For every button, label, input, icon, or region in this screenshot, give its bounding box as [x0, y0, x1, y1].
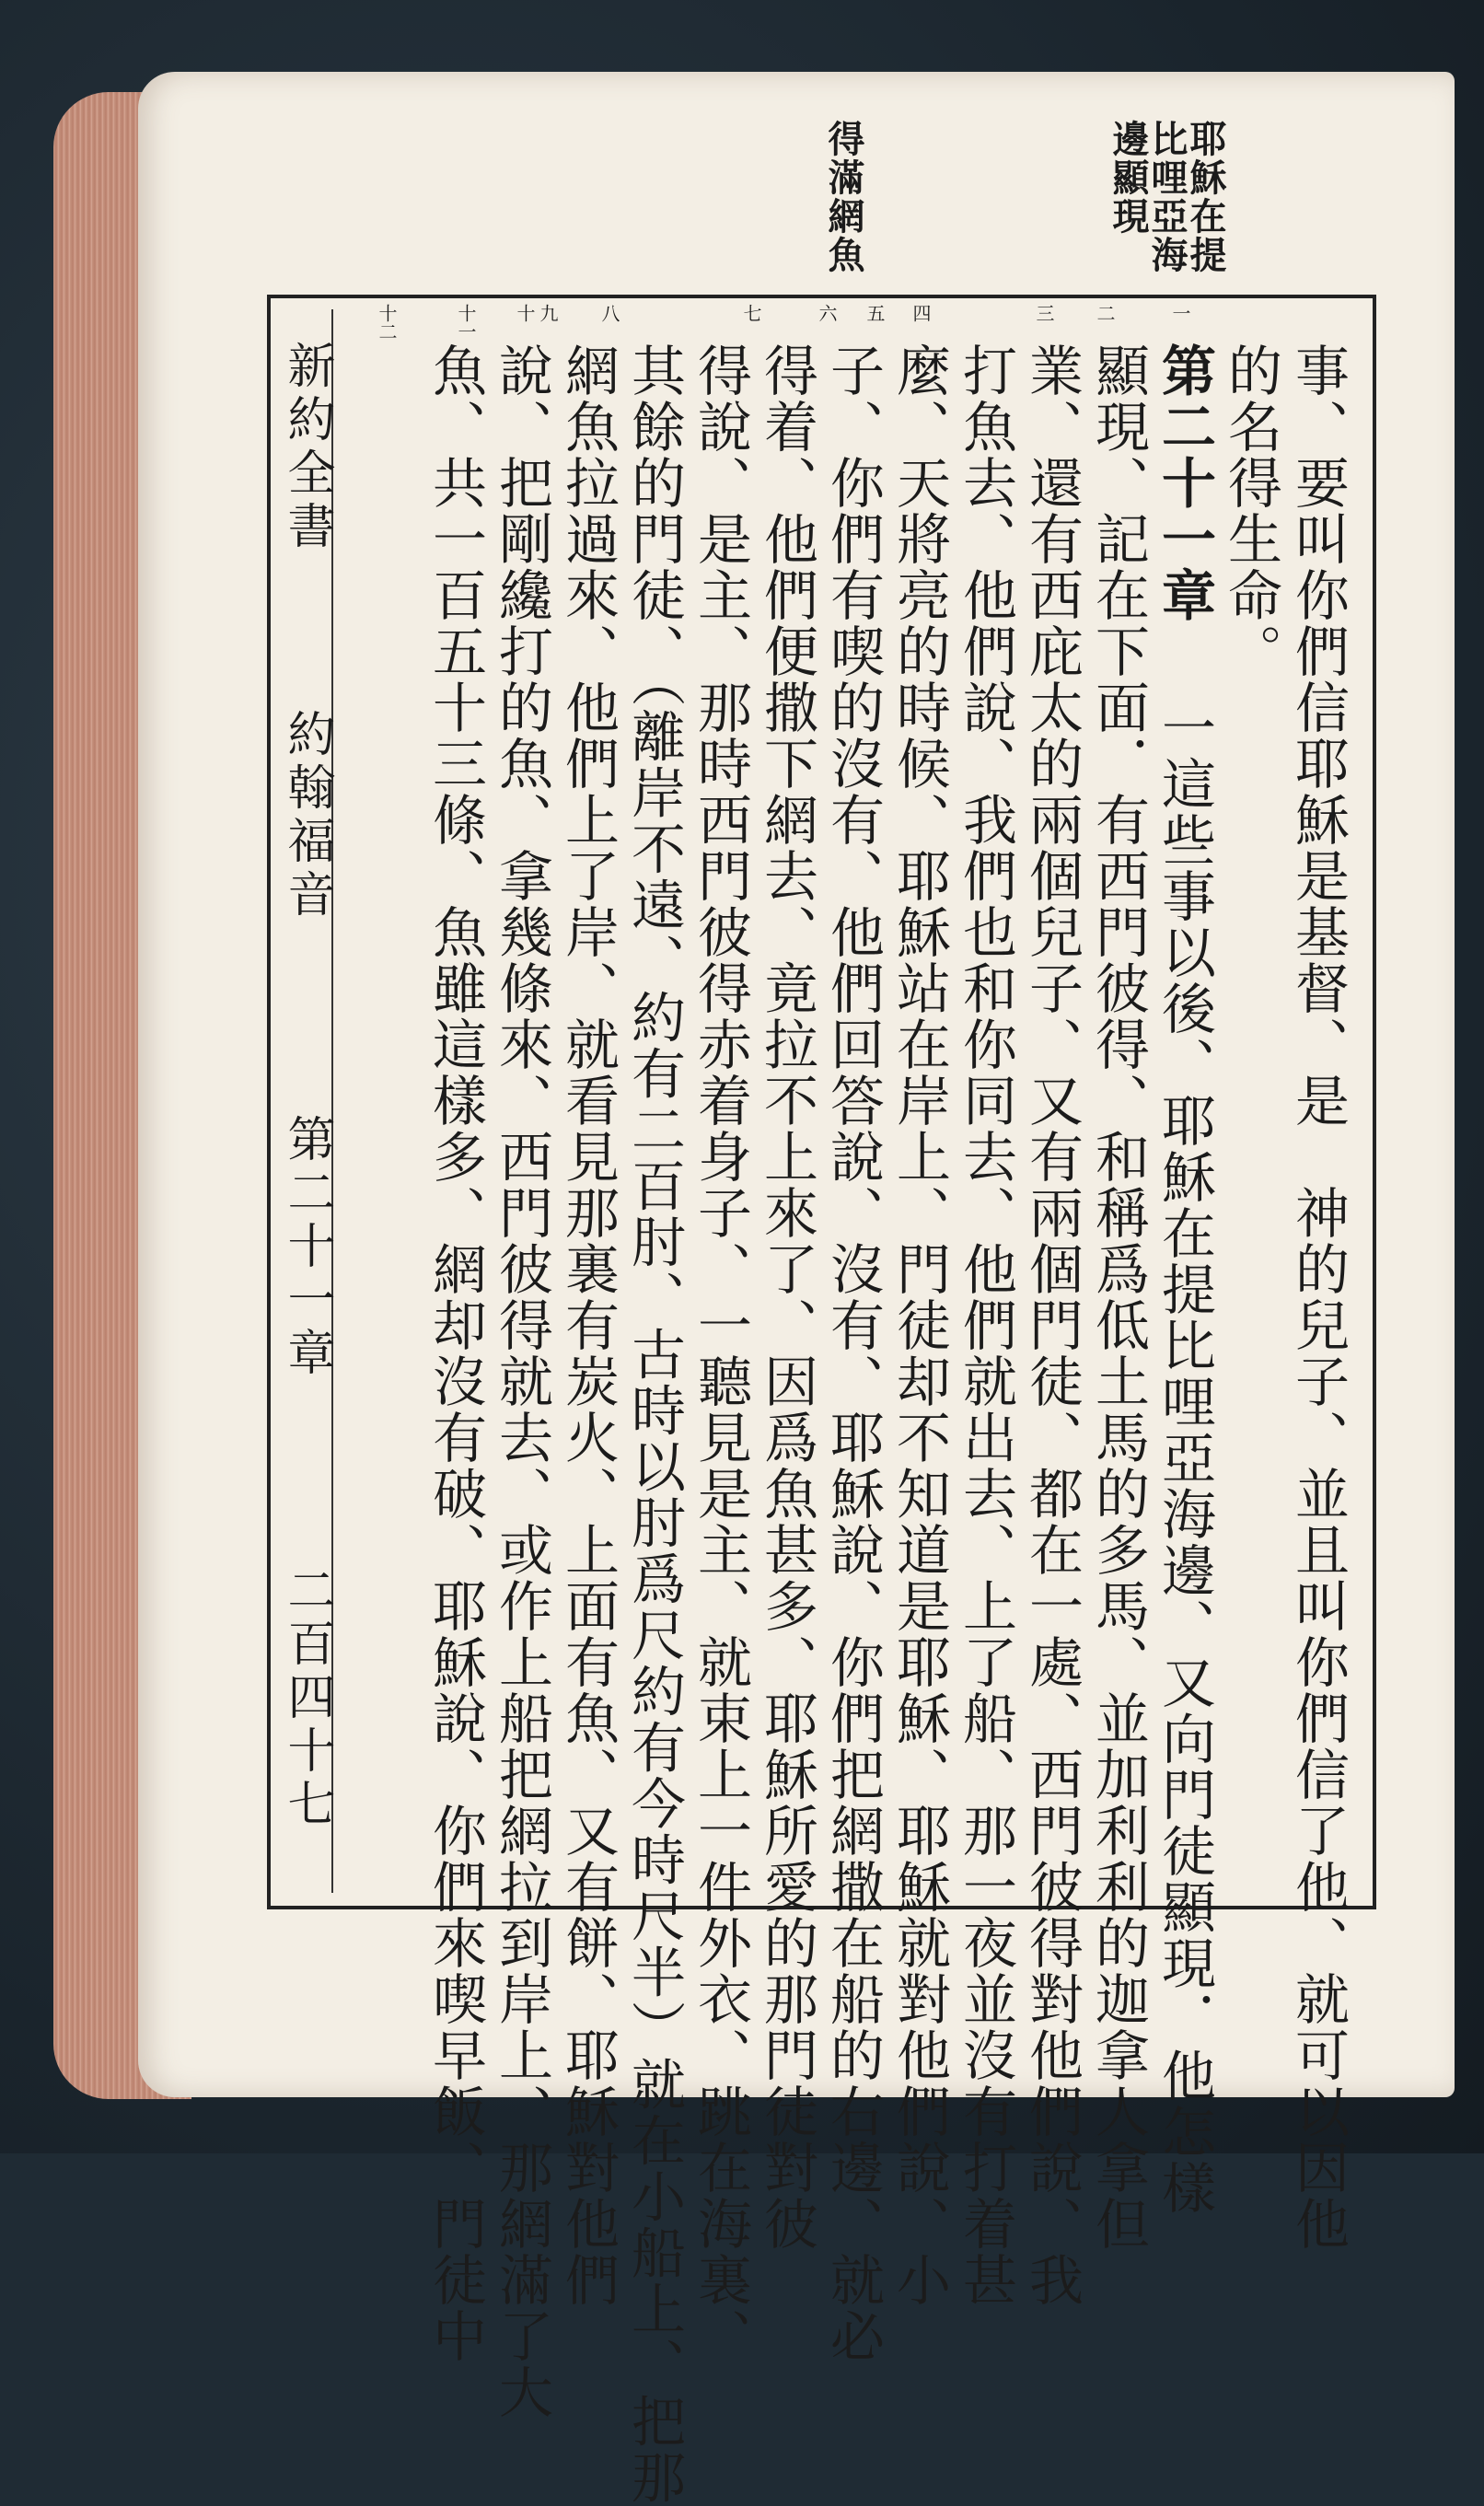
text-column: 說、把剛纔打的魚、拿幾條來、西門彼得就去、或作上船把網拉到岸上、那網滿了大	[490, 342, 553, 2420]
text-column: 子、你們有喫的沒有、他們回答說、沒有、耶穌說、你們把網撒在船的右邊、就必	[821, 342, 885, 2364]
verse-marker: 五	[864, 304, 886, 322]
margin-note-net-of-fish: 得滿網魚	[822, 120, 865, 274]
verse-marker: 十一	[455, 304, 477, 341]
text-column: 的名得生命。	[1219, 342, 1282, 679]
text-column: 魚、共一百五十三條、魚雖這樣多、網却沒有破、耶穌說、你們來喫早飯、門徒中	[423, 342, 487, 2364]
book-title: 新約全書	[279, 341, 334, 554]
verse-marker: 十	[514, 304, 536, 322]
page-number: 二百四十七	[279, 1565, 334, 1832]
verse-marker: 四	[910, 304, 932, 322]
verse-marker: 一	[1169, 304, 1191, 322]
margin-note-appearance: 耶穌在提比哩亞海邊顯現	[1107, 120, 1227, 274]
text-column: 得着、他們便撒下網去、竟拉不上來了、因爲魚甚多、耶穌所愛的那門徒對彼	[755, 342, 818, 2252]
verse-marker: 八	[598, 304, 620, 322]
text-column: 業、還有西庇太的兩個兒子、又有兩個門徒、都在一處、西門彼得對他們說、我	[1020, 342, 1084, 2308]
text-column: 麼、天將亮的時候、耶穌站在岸上、門徒却不知道是耶穌、耶穌就對他們說、小	[887, 342, 951, 2308]
verse-marker: 六	[816, 304, 838, 322]
verse-marker: 二	[1094, 304, 1116, 322]
verse-marker: 三	[1033, 304, 1055, 322]
text-column: 一這些事以後、耶穌在提比哩亞海邊、又向門徒顯現．他怎樣	[1153, 700, 1216, 2216]
chapter-heading: 第二十一章	[1153, 342, 1216, 623]
verse-marker: 十二	[376, 304, 398, 341]
text-column: 顯現、記在下面．有西門彼得、和稱爲低土馬的多馬、並加利利的迦拿人拿但	[1086, 342, 1150, 2252]
text-column: 網魚拉過來、他們上了岸、就看見那裏有炭火、上面有魚、又有餅、耶穌對他們	[556, 342, 620, 2308]
verse-marker: 七	[740, 304, 762, 322]
text-column: 得說、是主、那時西門彼得赤着身子、一聽見是主、就束上一件外衣、跳在海裏、	[689, 342, 752, 2364]
gospel-title: 約翰福音	[279, 709, 334, 922]
verse-marker: 九	[537, 304, 559, 322]
text-column: 事、要叫你們信耶穌是基督、是 神的兒子、並且叫你們信了他、就可以因他	[1286, 342, 1350, 2252]
text-column: 其餘的門徒、（離岸不遠、約有二百肘、古時以肘爲尺約有今時尺半）就在小船上、把那	[622, 342, 686, 2506]
chapter-label: 第二十一章	[279, 1114, 334, 1381]
text-column: 打魚去、他們說、我們也和你同去、他們就出去、上了船、那一夜並沒有打着甚	[954, 342, 1017, 2308]
